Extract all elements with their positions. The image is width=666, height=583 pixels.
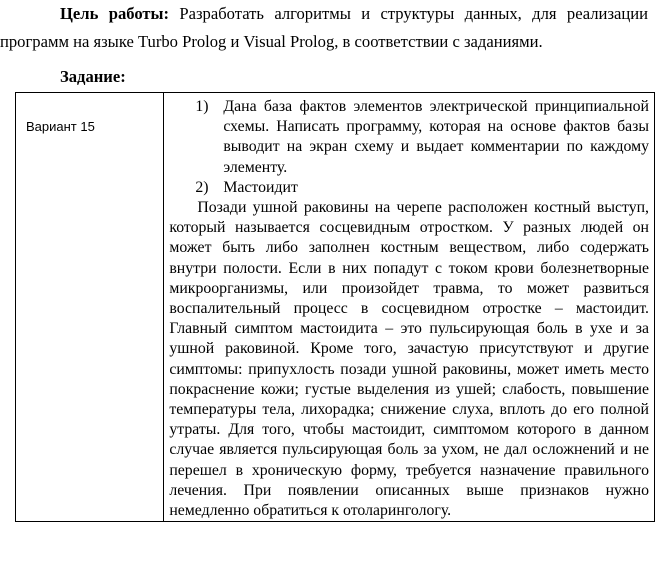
mastoiditis-description: Позади ушной раковины на черепе расположен костный выступ, который называется сосцевидным отростком. У разных людей он может быть либо заполнен костным веществом, либо содержать внутри полости. Если в них попадут с током крови болезнетворные микроорганизмы, или произойдет травма, то может развиться воспалительный процесс в сосцевидном отростке – мастоидит. Главный симптом мастоидита – это пульсирующая боль в ухе и за ушной раковиной. Кроме того, зачастую присутствуют и другие симптомы: припухлость позади ушной раковины, может иметь место покраснение кожи; густые выделения из ушей; слабость, повышение температуры тела, лихорадка; снижение слуха, вплоть до его полной утраты. Для того, чтобы мастоидит, симптомом которого в данном случае является пульсирующая боль за ухом, не дал осложнений и не перешел в хроническую форму, требуется назначение правильного лечения. При появлении описанных выше признаков нужно немедленно обратиться к отоларингологу. bbox=[169, 199, 649, 520]
task-item-2-text: Мастоидит bbox=[223, 178, 298, 196]
task-content-cell bbox=[164, 93, 655, 522]
variant-cell bbox=[16, 93, 164, 522]
task-content bbox=[164, 93, 654, 521]
task-table bbox=[15, 92, 655, 522]
work-purpose-text: Разработать алгоритмы и структуры данных, для реализации программ на языке Turbo Prolog и Visual Prolog, в соответствии с заданиями. bbox=[0, 4, 648, 51]
task-item-1-number: 1) bbox=[195, 98, 209, 115]
task-list bbox=[169, 97, 649, 198]
work-purpose-paragraph bbox=[0, 0, 648, 56]
task-row bbox=[16, 93, 655, 522]
work-purpose-label: Цель работы: bbox=[60, 4, 170, 23]
task-item-2 bbox=[169, 178, 649, 198]
task-item-1 bbox=[169, 97, 649, 178]
task-item-2-number: 2) bbox=[195, 178, 209, 196]
variant-label: Вариант 15 bbox=[26, 119, 95, 134]
task-item-1-text: Дана база фактов элементов электрической принципиальной схемы. Написать программу, которая на основе фактов базы выводит на экран схему и выдает комментарии по каждому элементу. bbox=[223, 98, 649, 176]
task-heading: Задание: bbox=[60, 67, 126, 86]
